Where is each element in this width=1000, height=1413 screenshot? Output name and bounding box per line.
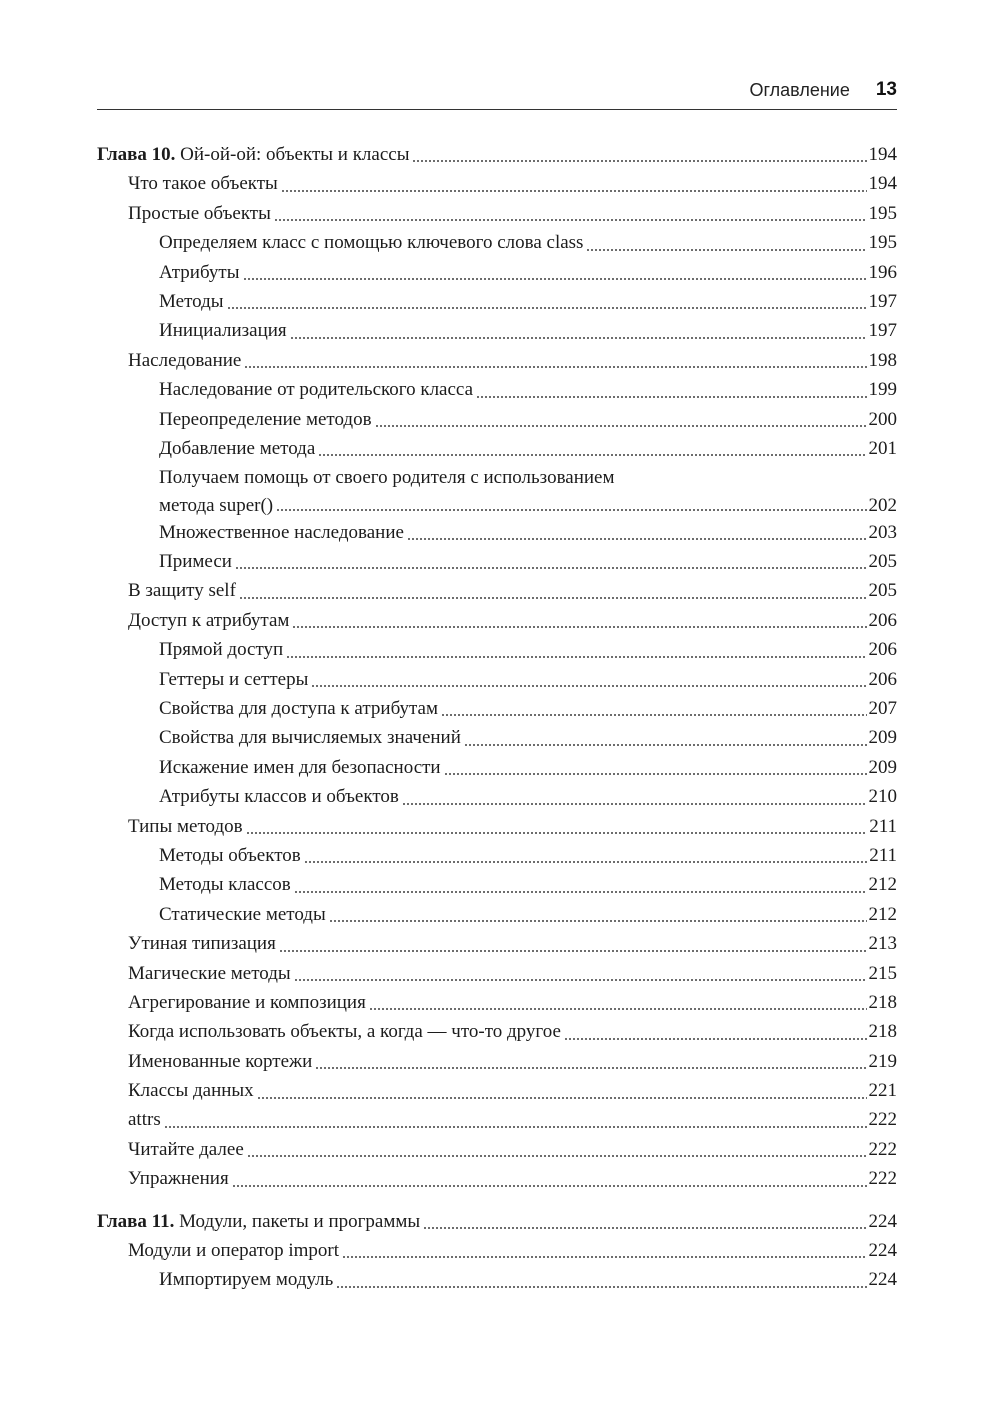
toc-entry-text: Свойства для вычисляемых значений	[159, 727, 461, 749]
dot-leader	[274, 219, 867, 221]
toc-entry[interactable]	[97, 346, 897, 375]
toc-entry-text: Добавление метода	[159, 437, 316, 459]
toc-page-number: 206	[868, 639, 897, 661]
dot-leader	[369, 1008, 867, 1010]
toc-entry-text: Магические методы	[128, 962, 291, 984]
dot-leader	[476, 396, 866, 398]
toc-chapter-entry[interactable]	[97, 1207, 897, 1236]
toc-entry[interactable]	[97, 870, 897, 899]
toc-entry[interactable]	[97, 1017, 897, 1046]
toc-entry-title	[159, 518, 404, 547]
dot-leader	[444, 773, 867, 775]
dot-leader	[304, 861, 867, 863]
dot-leader	[281, 190, 867, 192]
dot-leader	[315, 1067, 866, 1069]
toc-entry[interactable]	[97, 199, 897, 228]
toc-page-number: 207	[868, 698, 897, 720]
dot-leader	[164, 1126, 867, 1128]
toc-entry-title	[128, 1047, 312, 1076]
toc-page-number: 219	[868, 1050, 897, 1072]
toc-page-number: 198	[868, 349, 897, 371]
toc-entry-text: Ой-ой-ой: объекты и классы	[180, 143, 410, 165]
toc-entry-title	[128, 1105, 161, 1134]
toc-entry-title	[128, 959, 291, 988]
toc-page-number: 210	[868, 786, 897, 808]
toc-entry-title	[159, 635, 283, 664]
toc-entry[interactable]	[97, 1135, 897, 1164]
toc-entry[interactable]	[97, 959, 897, 988]
toc-entry-title	[159, 405, 372, 434]
page-number: 13	[875, 79, 897, 100]
toc-entry-text: Импортируем модуль	[159, 1269, 334, 1291]
toc-entry-title	[159, 841, 301, 870]
running-header-title: Оглавление	[749, 80, 850, 100]
chapter-number: Глава 10.	[97, 143, 176, 165]
dot-leader	[244, 366, 866, 368]
toc-chapter-entry[interactable]	[97, 140, 897, 169]
toc-entry-text: Инициализация	[159, 320, 287, 342]
toc-entry[interactable]	[97, 1106, 897, 1135]
toc-page-number: 209	[868, 727, 897, 749]
toc-entry-text: Простые объекты	[128, 202, 271, 224]
toc-entry-text: Классы данных	[128, 1080, 254, 1102]
toc-entry-text: Статические методы	[159, 903, 326, 925]
toc-entry[interactable]	[97, 753, 897, 782]
dot-leader	[342, 1256, 866, 1258]
toc-entry[interactable]	[97, 1236, 897, 1265]
dot-leader	[247, 1155, 867, 1157]
toc-entry[interactable]	[97, 900, 897, 929]
dot-leader	[336, 1286, 866, 1288]
toc-entry-title	[159, 870, 291, 899]
toc-entry-title	[159, 723, 461, 752]
toc-entry[interactable]	[97, 228, 897, 257]
dot-leader	[246, 832, 868, 834]
toc-entry-text: Методы объектов	[159, 844, 301, 866]
toc-entry-title	[128, 576, 236, 605]
toc-page-number: 211	[869, 815, 897, 837]
toc-entry-title	[159, 782, 399, 811]
toc-page-number: 195	[868, 202, 897, 224]
toc-entry-text: Атрибуты классов и объектов	[159, 786, 399, 808]
toc-entry-title	[159, 467, 615, 488]
dot-leader	[311, 685, 866, 687]
dot-leader	[402, 803, 867, 805]
toc-entry-title	[159, 258, 240, 287]
toc-entry[interactable]	[97, 929, 897, 958]
toc-entry-title	[97, 140, 409, 169]
toc-entry-text: Свойства для доступа к атрибутам	[159, 698, 438, 720]
toc-entry-title	[128, 812, 243, 841]
toc-entry[interactable]	[97, 258, 897, 287]
toc-entry-title	[159, 665, 308, 694]
toc-entry[interactable]	[97, 547, 897, 576]
toc-entry-text: Читайте далее	[128, 1138, 244, 1160]
toc-entry[interactable]	[97, 694, 897, 723]
toc-entry-title	[128, 1017, 561, 1046]
toc-entry[interactable]	[97, 635, 897, 664]
toc-entry[interactable]	[97, 316, 897, 345]
toc-entry-title	[159, 753, 441, 782]
running-header	[97, 76, 897, 110]
toc-entry[interactable]	[97, 405, 897, 434]
dot-leader	[294, 891, 867, 893]
toc-entry[interactable]	[97, 723, 897, 752]
toc-page-number: 221	[868, 1080, 897, 1102]
toc-entry-text: Методы классов	[159, 874, 291, 896]
toc-entry-text: Доступ к атрибутам	[128, 609, 290, 631]
dot-leader	[235, 567, 867, 569]
toc-entry-text: Утиная типизация	[128, 933, 276, 955]
toc-entry-title	[128, 929, 276, 958]
dot-leader	[294, 979, 867, 981]
toc-entry-text: Агрегирование и композиция	[128, 991, 366, 1013]
toc-page-number: 222	[868, 1168, 897, 1190]
toc-page-number: 194	[868, 173, 897, 195]
toc-entry[interactable]	[97, 375, 897, 404]
dot-leader	[412, 160, 866, 162]
toc-entry-text: Модули, пакеты и программы	[179, 1210, 421, 1232]
toc-page-number: 197	[868, 290, 897, 312]
toc-entry-text: Получаем помощь от своего родителя с использованием	[159, 467, 615, 489]
dot-leader	[375, 425, 867, 427]
toc-page-number: 218	[868, 1021, 897, 1043]
toc-entry-text: Атрибуты	[159, 261, 240, 283]
dot-leader	[232, 1185, 867, 1187]
toc-entry-text: Наследование от родительского класса	[159, 379, 474, 401]
dot-leader	[257, 1097, 867, 1099]
toc-page-number: 203	[868, 521, 897, 543]
toc-entry-text: Наследование	[128, 349, 242, 371]
toc-entry[interactable]	[97, 169, 897, 198]
toc-page-number: 194	[868, 143, 897, 165]
toc-entry[interactable]	[97, 1076, 897, 1105]
toc-entry-text: Что такое объекты	[128, 173, 278, 195]
toc-page-number: 222	[868, 1109, 897, 1131]
toc-entry[interactable]	[97, 841, 897, 870]
toc-page-number: 218	[868, 991, 897, 1013]
toc-entry-title	[128, 988, 366, 1017]
toc-entry-title	[159, 434, 315, 463]
toc-entry-title	[159, 287, 224, 316]
toc-page-number: 213	[868, 933, 897, 955]
toc-page-number: 196	[868, 261, 897, 283]
dot-leader	[329, 920, 867, 922]
dot-leader	[239, 597, 867, 599]
toc-entry-title	[128, 1236, 339, 1265]
toc-entry[interactable]	[97, 1265, 897, 1294]
toc-entry-text: Модули и оператор import	[128, 1240, 340, 1262]
toc-entry-text: Именованные кортежи	[128, 1050, 313, 1072]
toc-entry-text: attrs	[128, 1109, 161, 1131]
toc-entry[interactable]	[97, 1047, 897, 1076]
toc-entry-text: Переопределение методов	[159, 408, 372, 430]
toc-entry-title	[128, 346, 241, 375]
toc-entry-title	[159, 375, 473, 404]
toc-entry-text: Геттеры и сеттеры	[159, 668, 309, 690]
dot-leader	[464, 744, 867, 746]
toc-entry[interactable]	[97, 782, 897, 811]
toc-entry[interactable]	[97, 434, 897, 463]
dot-leader	[286, 656, 866, 658]
dot-leader	[586, 249, 866, 251]
dot-leader	[318, 454, 866, 456]
toc-entry[interactable]	[97, 606, 897, 635]
toc-page-number: 201	[868, 437, 897, 459]
toc-entry-title	[128, 606, 289, 635]
toc-entry-title	[159, 694, 438, 723]
dot-leader	[279, 950, 867, 952]
toc-page-number: 206	[868, 609, 897, 631]
toc-entry[interactable]	[97, 287, 897, 316]
toc-entry-text: Типы методов	[128, 815, 243, 837]
toc-entry-title	[128, 1135, 244, 1164]
toc-entry-title	[128, 169, 278, 198]
dot-leader	[227, 307, 867, 309]
dot-leader	[564, 1038, 867, 1040]
dot-leader	[423, 1227, 866, 1229]
toc-entry-title	[159, 900, 326, 929]
dot-leader	[441, 714, 867, 716]
toc-page-number: 205	[868, 580, 897, 602]
toc-entry-text-continued: метода super()	[159, 494, 274, 516]
toc-page-number: 215	[868, 962, 897, 984]
toc-page-number: 202	[868, 494, 897, 516]
toc-entry-text: Искажение имен для безопасности	[159, 756, 441, 778]
toc-entry-title	[97, 1207, 420, 1236]
dot-leader	[292, 626, 866, 628]
toc-entry-title	[128, 1164, 229, 1193]
toc-page-number: 224	[868, 1210, 897, 1232]
toc-entry[interactable]	[97, 665, 897, 694]
toc-entry[interactable]	[97, 812, 897, 841]
toc-entry-title	[159, 547, 232, 576]
toc-page-number: 224	[868, 1269, 897, 1291]
toc-entry[interactable]	[97, 988, 897, 1017]
dot-leader	[243, 278, 867, 280]
toc-page-number: 222	[868, 1138, 897, 1160]
toc-page-number: 224	[868, 1240, 897, 1262]
toc-page-number: 205	[868, 551, 897, 573]
chapter-number: Глава 11.	[97, 1210, 175, 1232]
toc-entry-text: Примеси	[159, 551, 232, 573]
toc-page-number: 197	[868, 320, 897, 342]
toc-page-number: 211	[869, 844, 897, 866]
toc-entry-title	[128, 1076, 254, 1105]
toc-entry-text: Когда использовать объекты, а когда — что-то другое	[128, 1021, 561, 1043]
toc-page-number: 195	[868, 232, 897, 254]
toc-entry-text: В защиту self	[128, 580, 236, 602]
dot-leader	[276, 509, 866, 511]
toc-entry-text: Упражнения	[128, 1168, 229, 1190]
toc-entry-text: Методы	[159, 290, 224, 312]
dot-leader	[290, 337, 867, 339]
toc-entry-text: Определяем класс с помощью ключевого слова class	[159, 232, 584, 254]
toc-page-number: 212	[868, 874, 897, 896]
toc-page-number: 209	[868, 756, 897, 778]
toc-entry-text: Прямой доступ	[159, 639, 284, 661]
toc-entry-text: Множественное наследование	[159, 521, 404, 543]
toc-entry-title	[128, 199, 271, 228]
toc-entry[interactable]	[97, 1164, 897, 1193]
toc-entry-title	[159, 1265, 333, 1294]
toc-entry-title	[159, 228, 583, 257]
toc-entry-title	[159, 316, 287, 345]
dot-leader	[407, 538, 867, 540]
table-of-contents	[97, 140, 897, 1295]
toc-page-number: 199	[868, 379, 897, 401]
toc-page-number: 206	[868, 668, 897, 690]
toc-entry[interactable]	[97, 518, 897, 547]
toc-entry[interactable]	[97, 576, 897, 605]
toc-page-number: 212	[868, 903, 897, 925]
toc-page-number: 200	[868, 408, 897, 430]
toc-entry[interactable]	[97, 463, 897, 517]
